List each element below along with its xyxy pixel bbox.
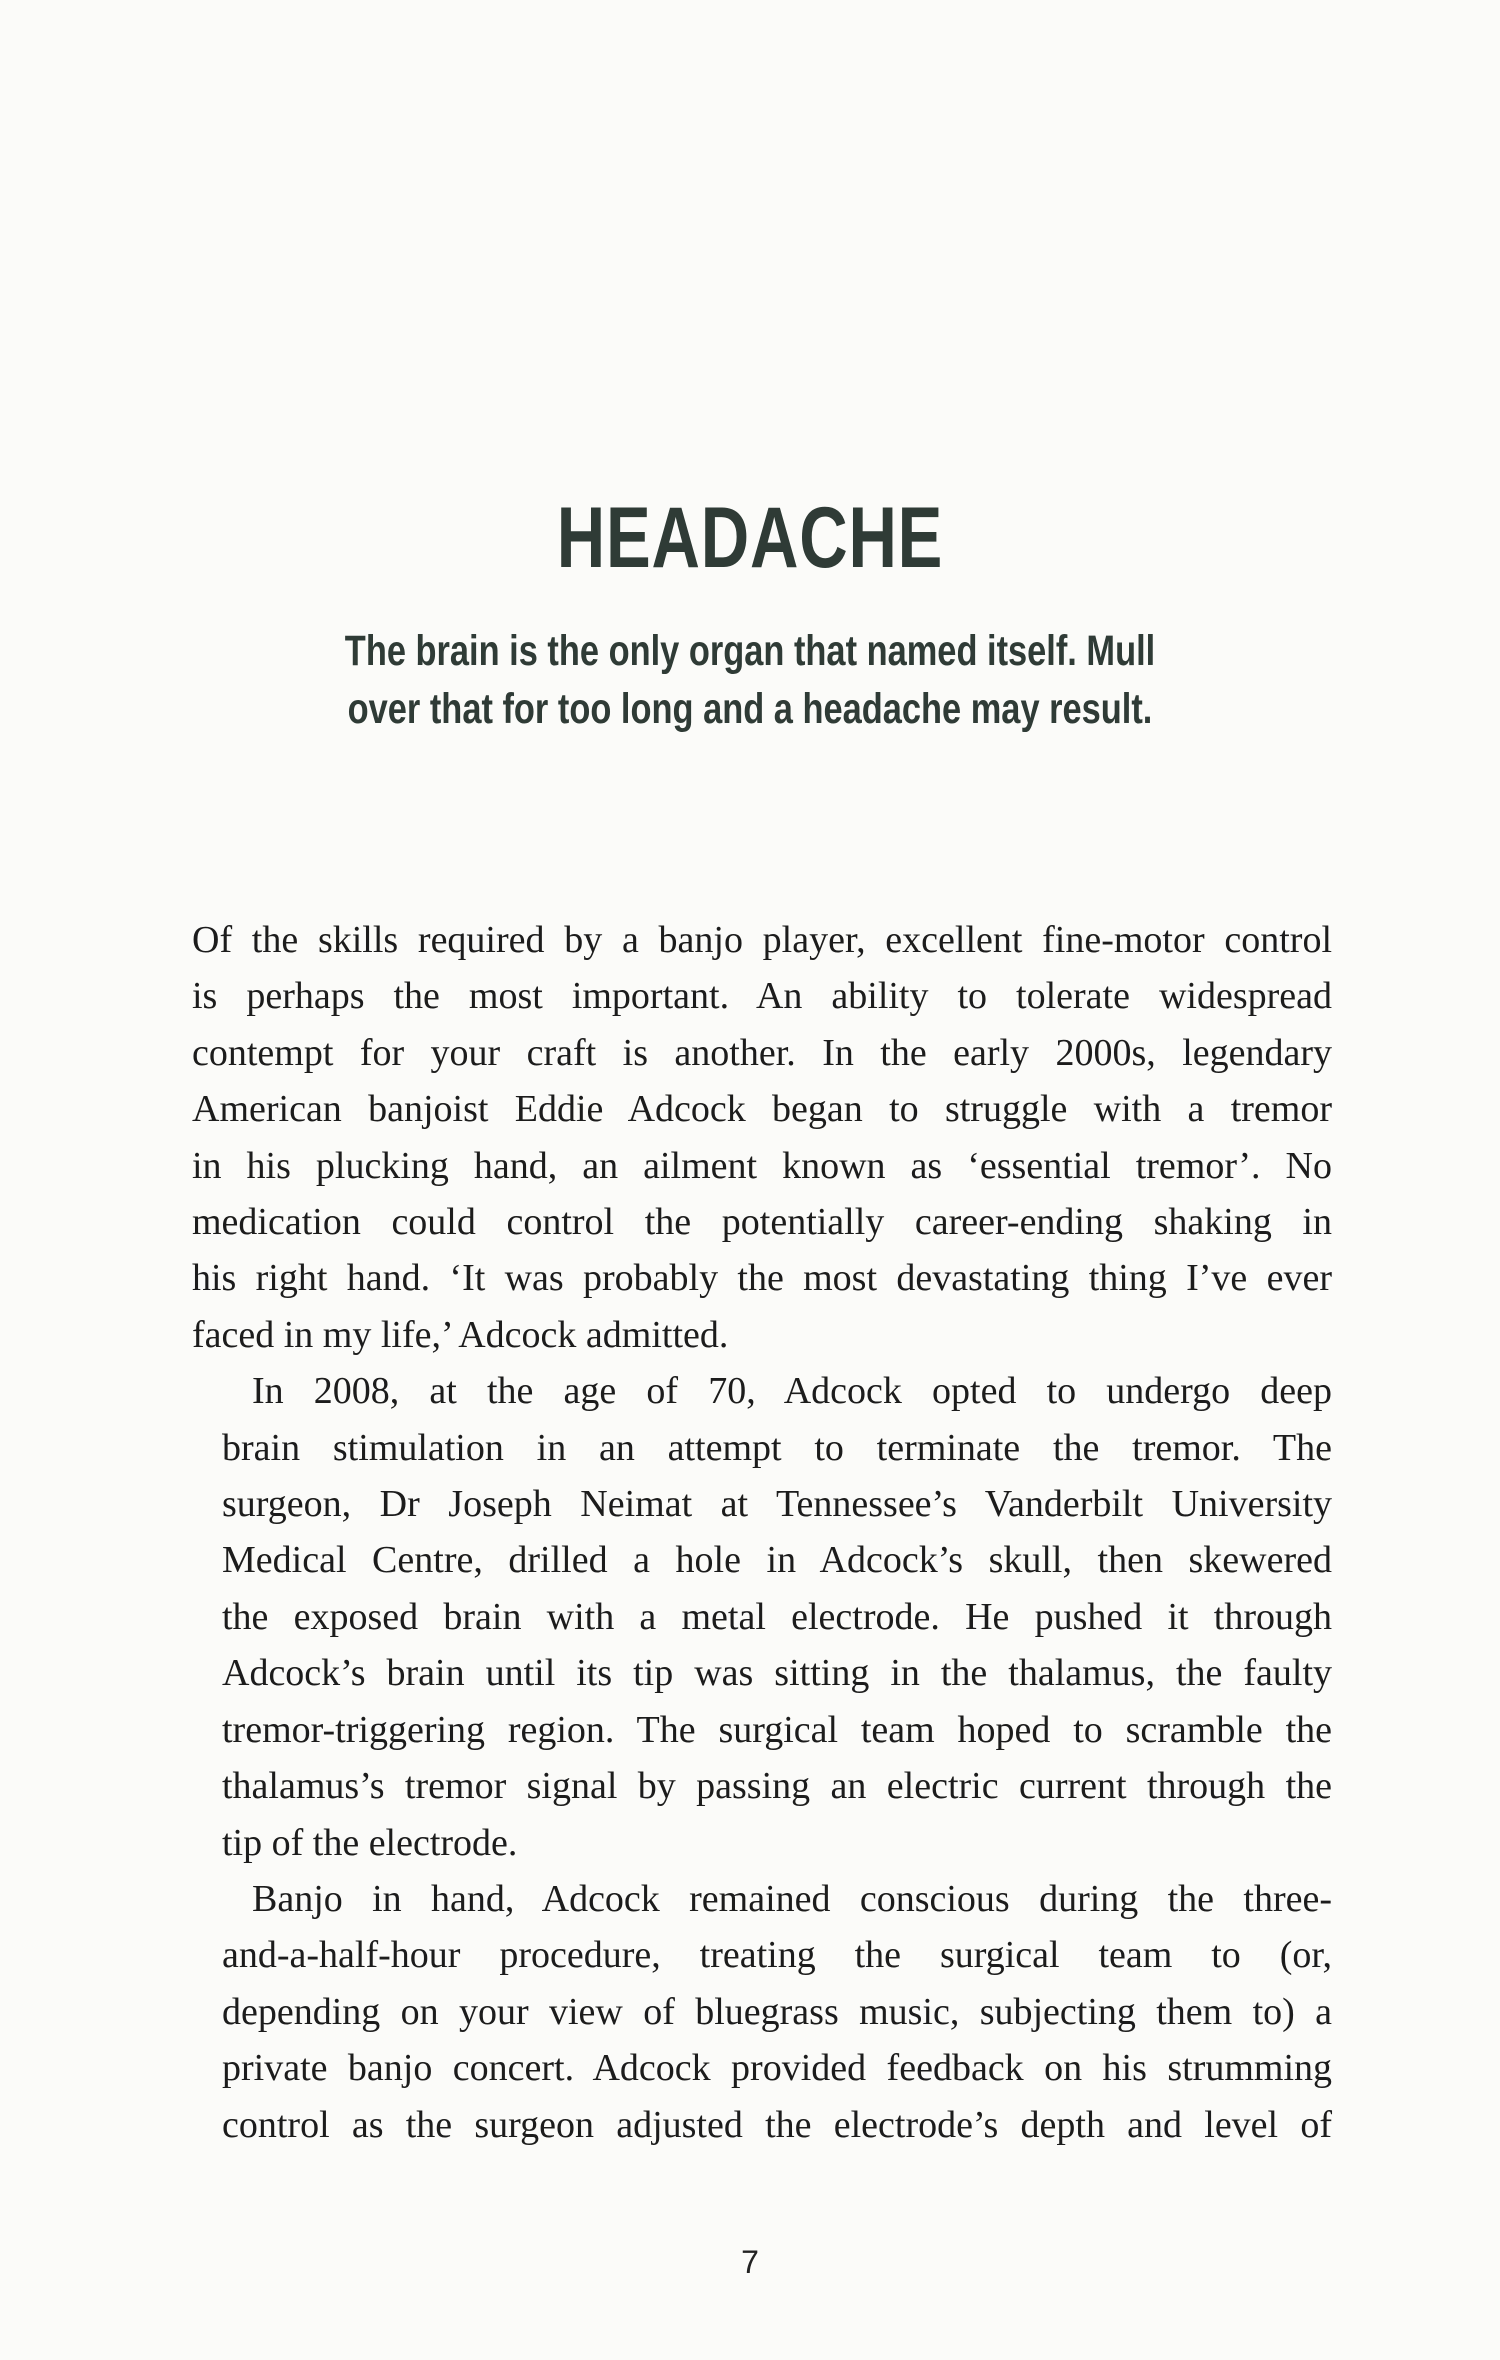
text-line: Medical Centre, drilled a hole in Adcock’s skull, then skewered — [222, 1539, 1332, 1582]
paragraph-1 — [192, 912, 1332, 1363]
page-number: 7 — [741, 2244, 759, 2280]
text-line: tip of the electrode. — [222, 1821, 518, 1864]
text-line: and-a-half-hour procedure, treating the surgical team to (or, — [222, 1934, 1332, 1977]
text-line: is perhaps the most important. An ability to tolerate widespread — [192, 975, 1332, 1018]
text-line: depending on your view of bluegrass music, subjecting them to) a — [222, 1990, 1332, 2033]
paragraph-3 — [192, 1871, 1332, 2153]
subtitle-line: over that for too long and a headache may result. — [347, 685, 1153, 733]
text-line: brain stimulation in an attempt to terminate the tremor. The — [222, 1426, 1332, 1469]
chapter-subtitle — [150, 622, 1350, 738]
text-line: tremor-triggering region. The surgical team hoped to scramble the — [222, 1708, 1332, 1751]
text-line: thalamus’s tremor signal by passing an electric current through the — [222, 1765, 1332, 1808]
text-line: the exposed brain with a metal electrode. He pushed it through — [222, 1595, 1332, 1638]
text-line: faced in my life,’ Adcock admitted. — [192, 1313, 729, 1356]
text-line: Of the skills required by a banjo player, excellent fine-motor control — [192, 919, 1332, 961]
text-line: contempt for your craft is another. In the early 2000s, legendary — [192, 1031, 1332, 1074]
text-line: control as the surgeon adjusted the electrode’s depth and level of — [222, 2103, 1332, 2146]
chapter-title: HEADACHE — [556, 490, 944, 586]
text-line: medication could control the potentially career-ending shaking in — [192, 1201, 1332, 1244]
text-line: his right hand. ‘It was probably the most devastating thing I’ve ever — [192, 1257, 1332, 1300]
text-line: Banjo in hand, Adcock remained conscious during the three- — [252, 1877, 1332, 1920]
text-line: In 2008, at the age of 70, Adcock opted to undergo deep — [252, 1370, 1332, 1413]
paragraph-2 — [192, 1363, 1332, 1871]
text-line: American banjoist Eddie Adcock began to struggle with a tremor — [192, 1088, 1332, 1131]
text-line: Adcock’s brain until its tip was sitting in the thalamus, the faulty — [222, 1652, 1332, 1695]
text-line: surgeon, Dr Joseph Neimat at Tennessee’s Vanderbilt University — [222, 1483, 1332, 1526]
text-line: in his plucking hand, an ailment known as ‘essential tremor’. No — [192, 1144, 1332, 1187]
body-text — [192, 912, 1332, 2153]
subtitle-line: The brain is the only organ that named itself. Mull — [344, 627, 1156, 675]
text-line: private banjo concert. Adcock provided feedback on his strumming — [222, 2047, 1332, 2090]
